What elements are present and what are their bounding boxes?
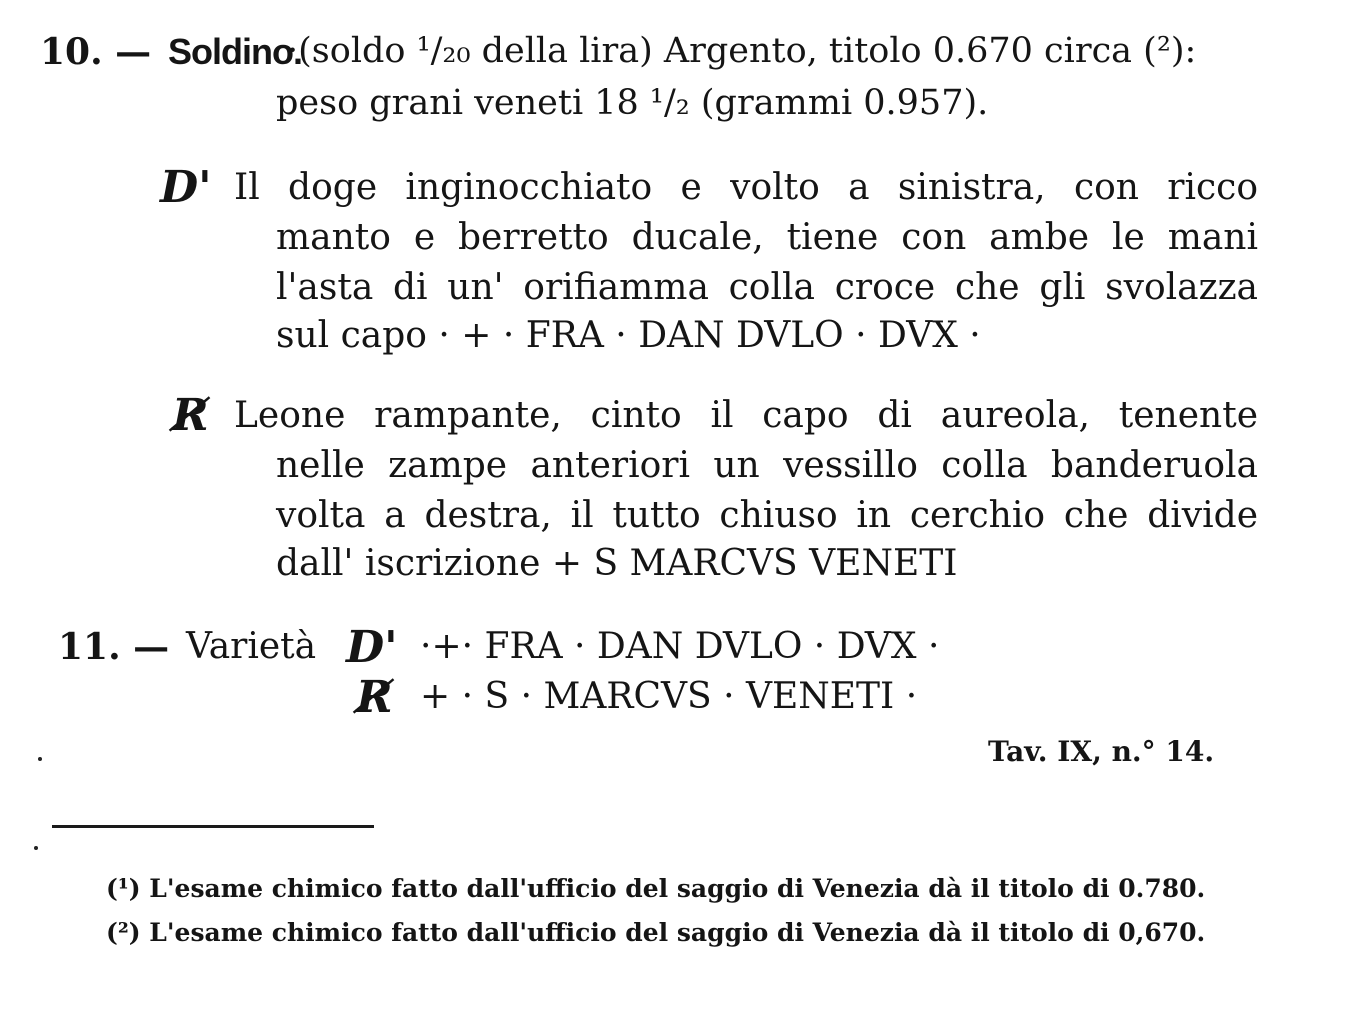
entry-11-reverse-legend: + · S · MARCVS · VENETI · — [420, 676, 918, 717]
reverse-line-3 — [276, 495, 1258, 536]
obverse-line-2-text: manto e berretto ducale, tiene con ambe le mani — [276, 217, 1258, 258]
entry-10-name: Soldino. — [168, 31, 302, 72]
reverse-line-2 — [276, 445, 1258, 486]
reverse-symbol: R̸ — [172, 390, 209, 441]
print-speck — [34, 846, 38, 850]
obverse-line-2 — [276, 217, 1258, 258]
footnote-1: (¹) L'esame chimico fatto dall'ufficio del saggio di Venezia dà il titolo di 0.780. — [106, 874, 1206, 903]
entry-11-obverse-symbol: D' — [346, 622, 398, 673]
reverse-line-4: dall' iscrizione + S MARCVS VENETI — [276, 543, 958, 584]
footnote-2: (²) L'esame chimico fatto dall'ufficio del saggio di Venezia dà il titolo di 0,670. — [106, 918, 1206, 947]
entry-11-reverse-symbol: R̸ — [356, 672, 393, 723]
reverse-line-2-text: nelle zampe anteriori un vessillo colla banderuola — [276, 445, 1258, 486]
obverse-line-3-text: l'asta di un' orifiamma colla croce che gli svolazza — [276, 267, 1258, 308]
entry-10-weight: peso grani veneti 18 ¹/₂ (grammi 0.957). — [276, 83, 989, 123]
entry-10-number: 10. — — [40, 31, 152, 73]
obverse-line-3 — [276, 267, 1258, 308]
reverse-line-1 — [234, 395, 1258, 436]
obverse-line-1-text: Il doge inginocchiato e volto a sinistra, con ricco — [234, 167, 1258, 208]
plate-reference: Tav. IX, n.° 14. — [988, 735, 1215, 768]
entry-10-description: ·(soldo ¹/₂₀ della lira) Argento, titolo 0.670 circa (²): — [287, 31, 1197, 71]
reverse-line-3-text: volta a destra, il tutto chiuso in cerchio che divide — [276, 495, 1258, 536]
print-speck — [38, 757, 42, 761]
entry-11-number: 11. — — [58, 626, 170, 668]
reverse-line-1-text: Leone rampante, cinto il capo di aureola, tenente — [234, 395, 1258, 436]
footnote-rule — [52, 825, 374, 828]
obverse-symbol: D' — [160, 162, 212, 213]
entry-11-label: Varietà — [186, 626, 317, 667]
obverse-line-4: sul capo · + · FRA · DAN DVLO · DVX · — [276, 315, 981, 356]
entry-11-obverse-legend: ·+· FRA · DAN DVLO · DVX · — [420, 626, 940, 667]
obverse-line-1 — [234, 167, 1258, 208]
